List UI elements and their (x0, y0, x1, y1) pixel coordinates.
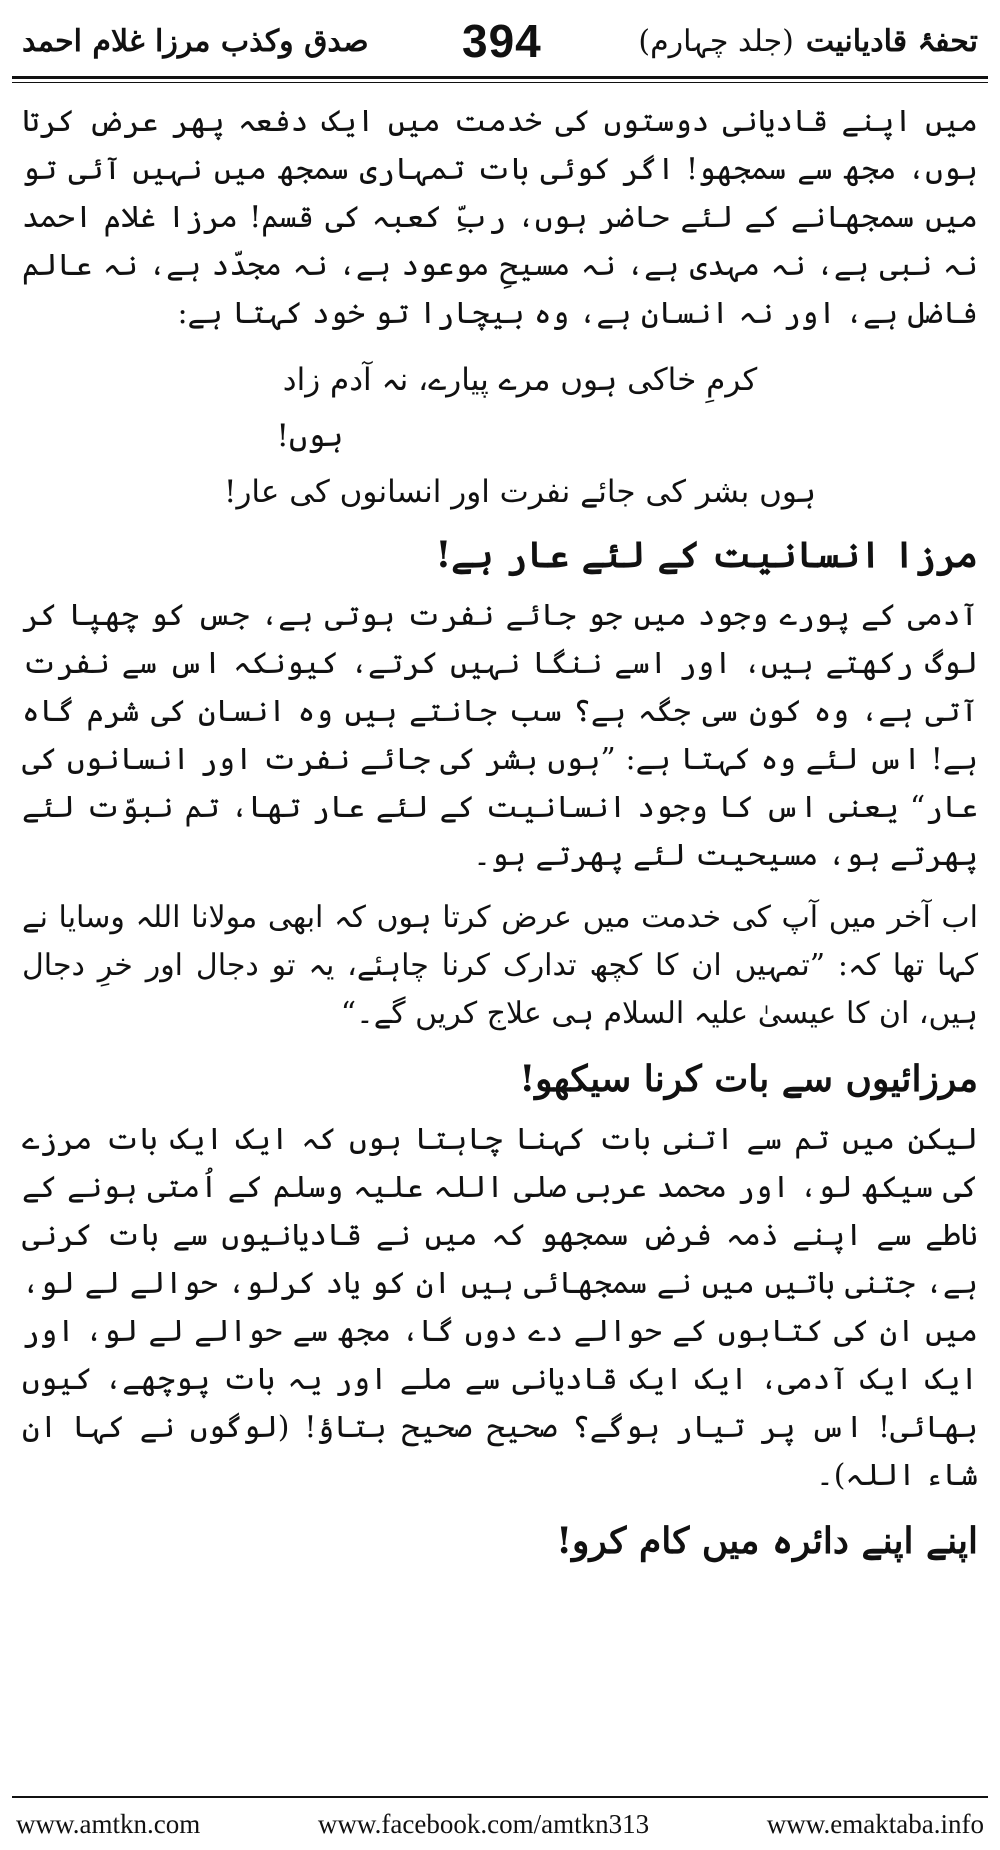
paragraph-3: اب آخر میں آپ کی خدمت میں عرض کرتا ہوں کہ ابھی مولانا اللہ وسایا نے کہا تھا کہ: ”تمہیں ان کا کچھ تدارک کرنا چاہئے، یہ تو دجال اور خرِ دجال ہیں، ان کا عیسیٰ علیہ السلام ہی علاج کریں گے۔“ (22, 900, 978, 1031)
paragraph-2: آدمی کے پورے وجود میں جو جائے نفرت ہوتی ہے، جس کو چھپا کر لوگ رکھتے ہیں، اور اسے ننگا نہیں کرتے، کیونکہ اس سے نفرت آتی ہے، وہ کون سی جگہ ہے؟ سب جانتے ہیں وہ انسان کی شرم گاہ ہے! اس لئے وہ کہتا ہے: ”ہوں بشر کی جائے نفرت اور انسانوں کی عار“ یعنی اس کا وجود انسانیت کے لئے عار تھا، تم نبوّت لئے پھرتے ہو، مسیحیت لئے پھرتے ہو۔ (22, 598, 978, 873)
footer-link-facebook[interactable]: www.facebook.com/amtkn313 (317, 1808, 650, 1839)
paragraph-4: لیکن میں تم سے اتنی بات کہنا چاہتا ہوں کہ ایک ایک بات مرزے کی سیکھ لو، اور محمد عربی صلی اللہ علیہ وسلم کے اُمتی ہونے کے ناطے سے اپنے ذمہ فرض سمجھو کہ میں نے قادیانیوں سے بات کرنی ہے، جتنی باتیں میں نے سمجھائی ہیں ان کو یاد کرلو، حوالے لے لو، میں ان کی کتابوں کے حوالے دے دوں گا، مجھ سے حوالے لے لو، اور ایک ایک آدمی، ایک ایک قادیانی سے ملے اور یہ بات پوچھے، کیوں بھائی! اس پر تیار ہوگے؟ صحیح صحیح بتاؤ! (لوگوں نے کہا ان شاء اللہ)۔ (22, 1122, 978, 1493)
volume-label: (جلد چہارم) (638, 24, 794, 59)
section-heading-1: مرزا انسانیت کے لئے عار ہے! (435, 534, 978, 576)
header-divider (12, 76, 988, 79)
page-footer (16, 1806, 984, 1842)
verse-block (22, 352, 978, 520)
chapter-title: صدق وکذب مرزا غلام احمد (22, 24, 369, 59)
book-title-text: تحفۂ قادیانیت (805, 24, 978, 59)
paragraph-1: میں اپنے قادیانی دوستوں کی خدمت میں ایک دفعہ پھر عرض کرتا ہوں، مجھ سے سمجھو! اگر کوئی بات تمہاری سمجھ میں نہیں آئی تو میں سمجھانے کے لئے حاضر ہوں، ربِّ کعبہ کی قسم! مرزا غلام احمد نہ نبی ہے، نہ مہدی ہے، نہ مسیحِ موعود ہے، نہ مجدّد ہے، نہ عالم فاضل ہے، اور نہ انسان ہے، وہ بیچارا تو خود کہتا ہے: (22, 104, 978, 331)
header-divider-thin (12, 82, 988, 83)
verse-line-1b: ہوں! (276, 418, 344, 454)
footer-divider (12, 1796, 988, 1798)
verse-line-1: کرمِ خاکی ہوں مرے پیارے، نہ آدم زاد (282, 362, 758, 398)
page-content (22, 98, 978, 1578)
section-heading-2: مرزائیوں سے بات کرنا سیکھو! (519, 1058, 978, 1100)
book-title (638, 24, 978, 59)
verse-line-2: ہوں بشر کی جائے نفرت اور انسانوں کی عار! (223, 474, 817, 510)
footer-link-amtkn[interactable]: www.amtkn.com (16, 1808, 201, 1839)
footer-link-emaktaba[interactable]: www.emaktaba.info (766, 1808, 984, 1839)
page-number: 394 (462, 15, 542, 67)
section-heading-3: اپنے اپنے دائرہ میں کام کرو! (556, 1520, 978, 1562)
page-header (22, 14, 978, 74)
